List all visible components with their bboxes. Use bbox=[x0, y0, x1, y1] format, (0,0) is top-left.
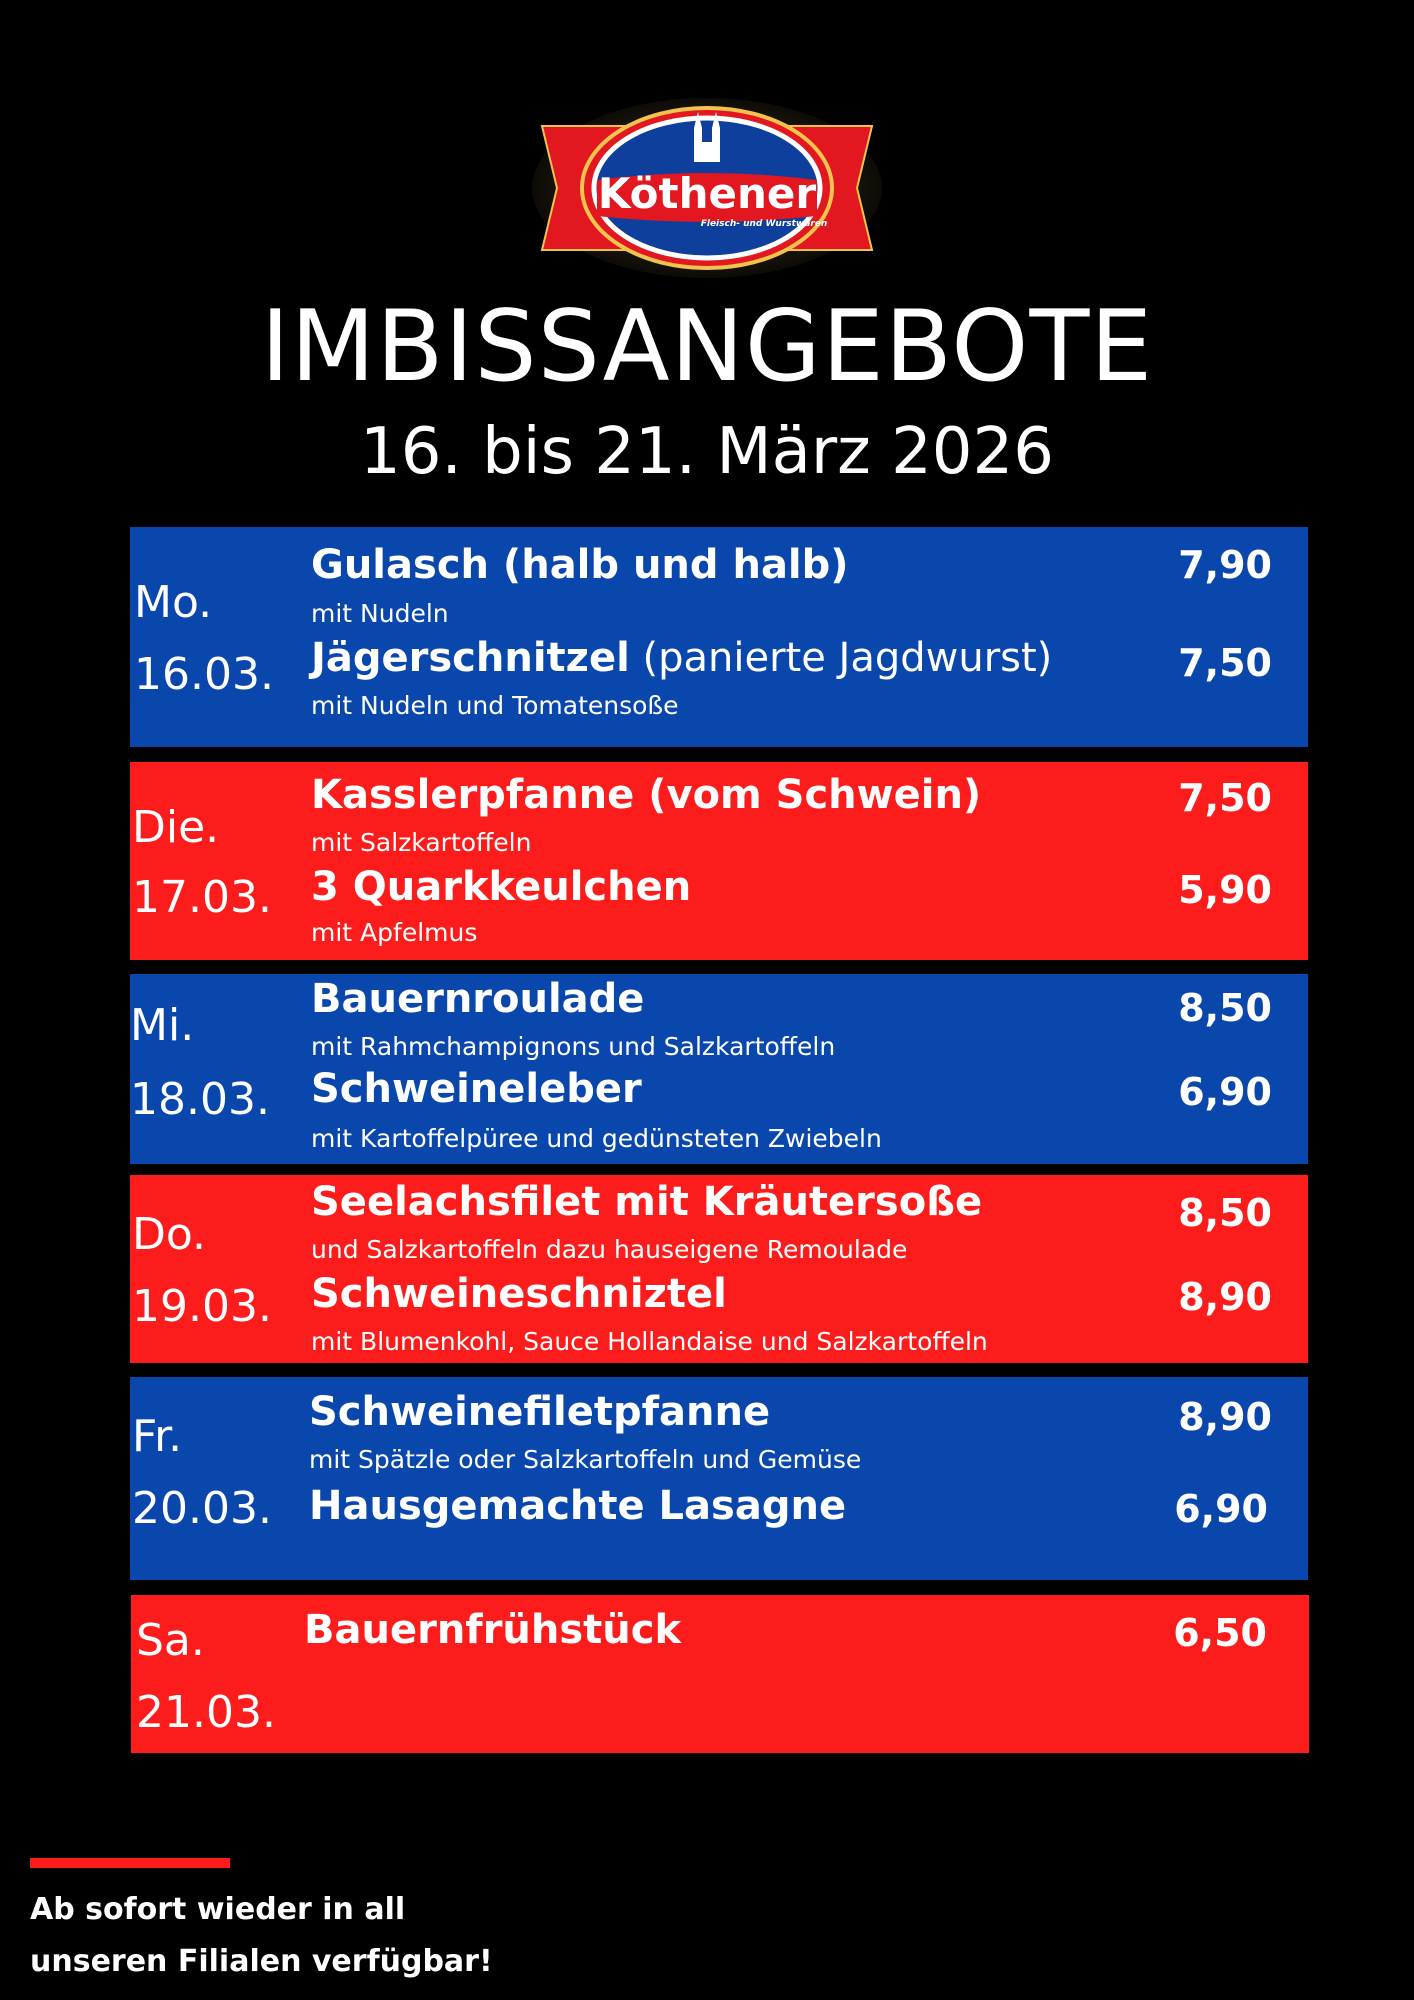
day-name: Sa. bbox=[136, 1615, 205, 1666]
dish-description: mit Apfelmus bbox=[311, 918, 478, 947]
day-name: Mo. bbox=[134, 577, 213, 628]
dish-name: Schweinefiletpfanne bbox=[309, 1389, 771, 1435]
day-date: 17.03. bbox=[132, 872, 272, 923]
day-block-wednesday bbox=[130, 974, 1308, 1164]
dish-name-main: Jägerschnitzel bbox=[311, 635, 630, 681]
day-date: 21.03. bbox=[136, 1687, 276, 1738]
dish-description: mit Nudeln bbox=[311, 599, 449, 628]
dish-name: Kasslerpfanne (vom Schwein) bbox=[311, 772, 982, 818]
dish-price: 5,90 bbox=[1178, 868, 1272, 912]
footer-line-2: unseren Filialen verfügbar! bbox=[30, 1944, 493, 1979]
footer-line-1: Ab sofort wieder in all bbox=[30, 1892, 406, 1927]
dish-description: mit Blumenkohl, Sauce Hollandaise und Salzkartoffeln bbox=[311, 1327, 988, 1356]
dish-price: 7,50 bbox=[1178, 641, 1272, 685]
day-name: Mi. bbox=[130, 1000, 195, 1051]
day-name: Die. bbox=[132, 802, 220, 853]
day-date: 16.03. bbox=[134, 649, 274, 700]
day-block-saturday bbox=[131, 1595, 1309, 1753]
day-name: Do. bbox=[132, 1209, 207, 1260]
logo-tagline: Fleisch- und Wurstwaren bbox=[700, 219, 828, 229]
page-title: IMBISSANGEBOTE bbox=[260, 290, 1154, 404]
day-date: 20.03. bbox=[132, 1483, 272, 1534]
dish-description: mit Spätzle oder Salzkartoffeln und Gemüse bbox=[309, 1445, 862, 1474]
dish-name bbox=[311, 635, 1052, 681]
dish-description: mit Kartoffelpüree und gedünsteten Zwiebeln bbox=[311, 1124, 882, 1153]
dish-description: mit Salzkartoffeln bbox=[311, 828, 532, 857]
dish-description: mit Nudeln und Tomatensoße bbox=[311, 691, 679, 720]
dish-name: Seelachsfilet mit Kräutersoße bbox=[311, 1179, 983, 1225]
dish-description: mit Rahmchampignons und Salzkartoffeln bbox=[311, 1032, 836, 1061]
dish-price: 8,90 bbox=[1178, 1395, 1272, 1439]
dish-description: und Salzkartoffeln dazu hauseigene Remoulade bbox=[311, 1235, 908, 1264]
day-block-friday bbox=[130, 1377, 1308, 1580]
day-name: Fr. bbox=[132, 1411, 183, 1462]
date-range: 16. bis 21. März 2026 bbox=[360, 415, 1054, 489]
dish-price: 8,50 bbox=[1178, 986, 1272, 1030]
dish-price: 6,90 bbox=[1178, 1070, 1272, 1114]
dish-name: Bauernfrühstück bbox=[304, 1607, 682, 1653]
dish-price: 6,90 bbox=[1174, 1487, 1268, 1531]
footer-accent-bar bbox=[30, 1858, 230, 1868]
dish-name: Bauernroulade bbox=[311, 976, 645, 1022]
dish-name: 3 Quarkkeulchen bbox=[311, 864, 692, 910]
dish-price: 8,50 bbox=[1178, 1191, 1272, 1235]
dish-name: Hausgemachte Lasagne bbox=[309, 1483, 847, 1529]
dish-price: 7,50 bbox=[1178, 776, 1272, 820]
dish-name-extra: (panierte Jagdwurst) bbox=[629, 635, 1053, 681]
dish-price: 8,90 bbox=[1178, 1275, 1272, 1319]
dish-price: 6,50 bbox=[1173, 1611, 1267, 1655]
day-block-tuesday bbox=[130, 762, 1308, 960]
koethener-logo bbox=[532, 98, 882, 278]
dish-price: 7,90 bbox=[1178, 543, 1272, 587]
day-block-thursday bbox=[130, 1175, 1308, 1363]
dish-name: Schweineleber bbox=[311, 1066, 642, 1112]
footer-note bbox=[30, 1884, 630, 1988]
day-date: 19.03. bbox=[132, 1281, 272, 1332]
dish-name: Schweineschniztel bbox=[311, 1271, 727, 1317]
logo-brand-name: Köthener bbox=[597, 169, 817, 218]
dish-name: Gulasch (halb und halb) bbox=[311, 542, 849, 588]
day-date: 18.03. bbox=[130, 1074, 270, 1125]
day-block-monday bbox=[130, 527, 1308, 747]
